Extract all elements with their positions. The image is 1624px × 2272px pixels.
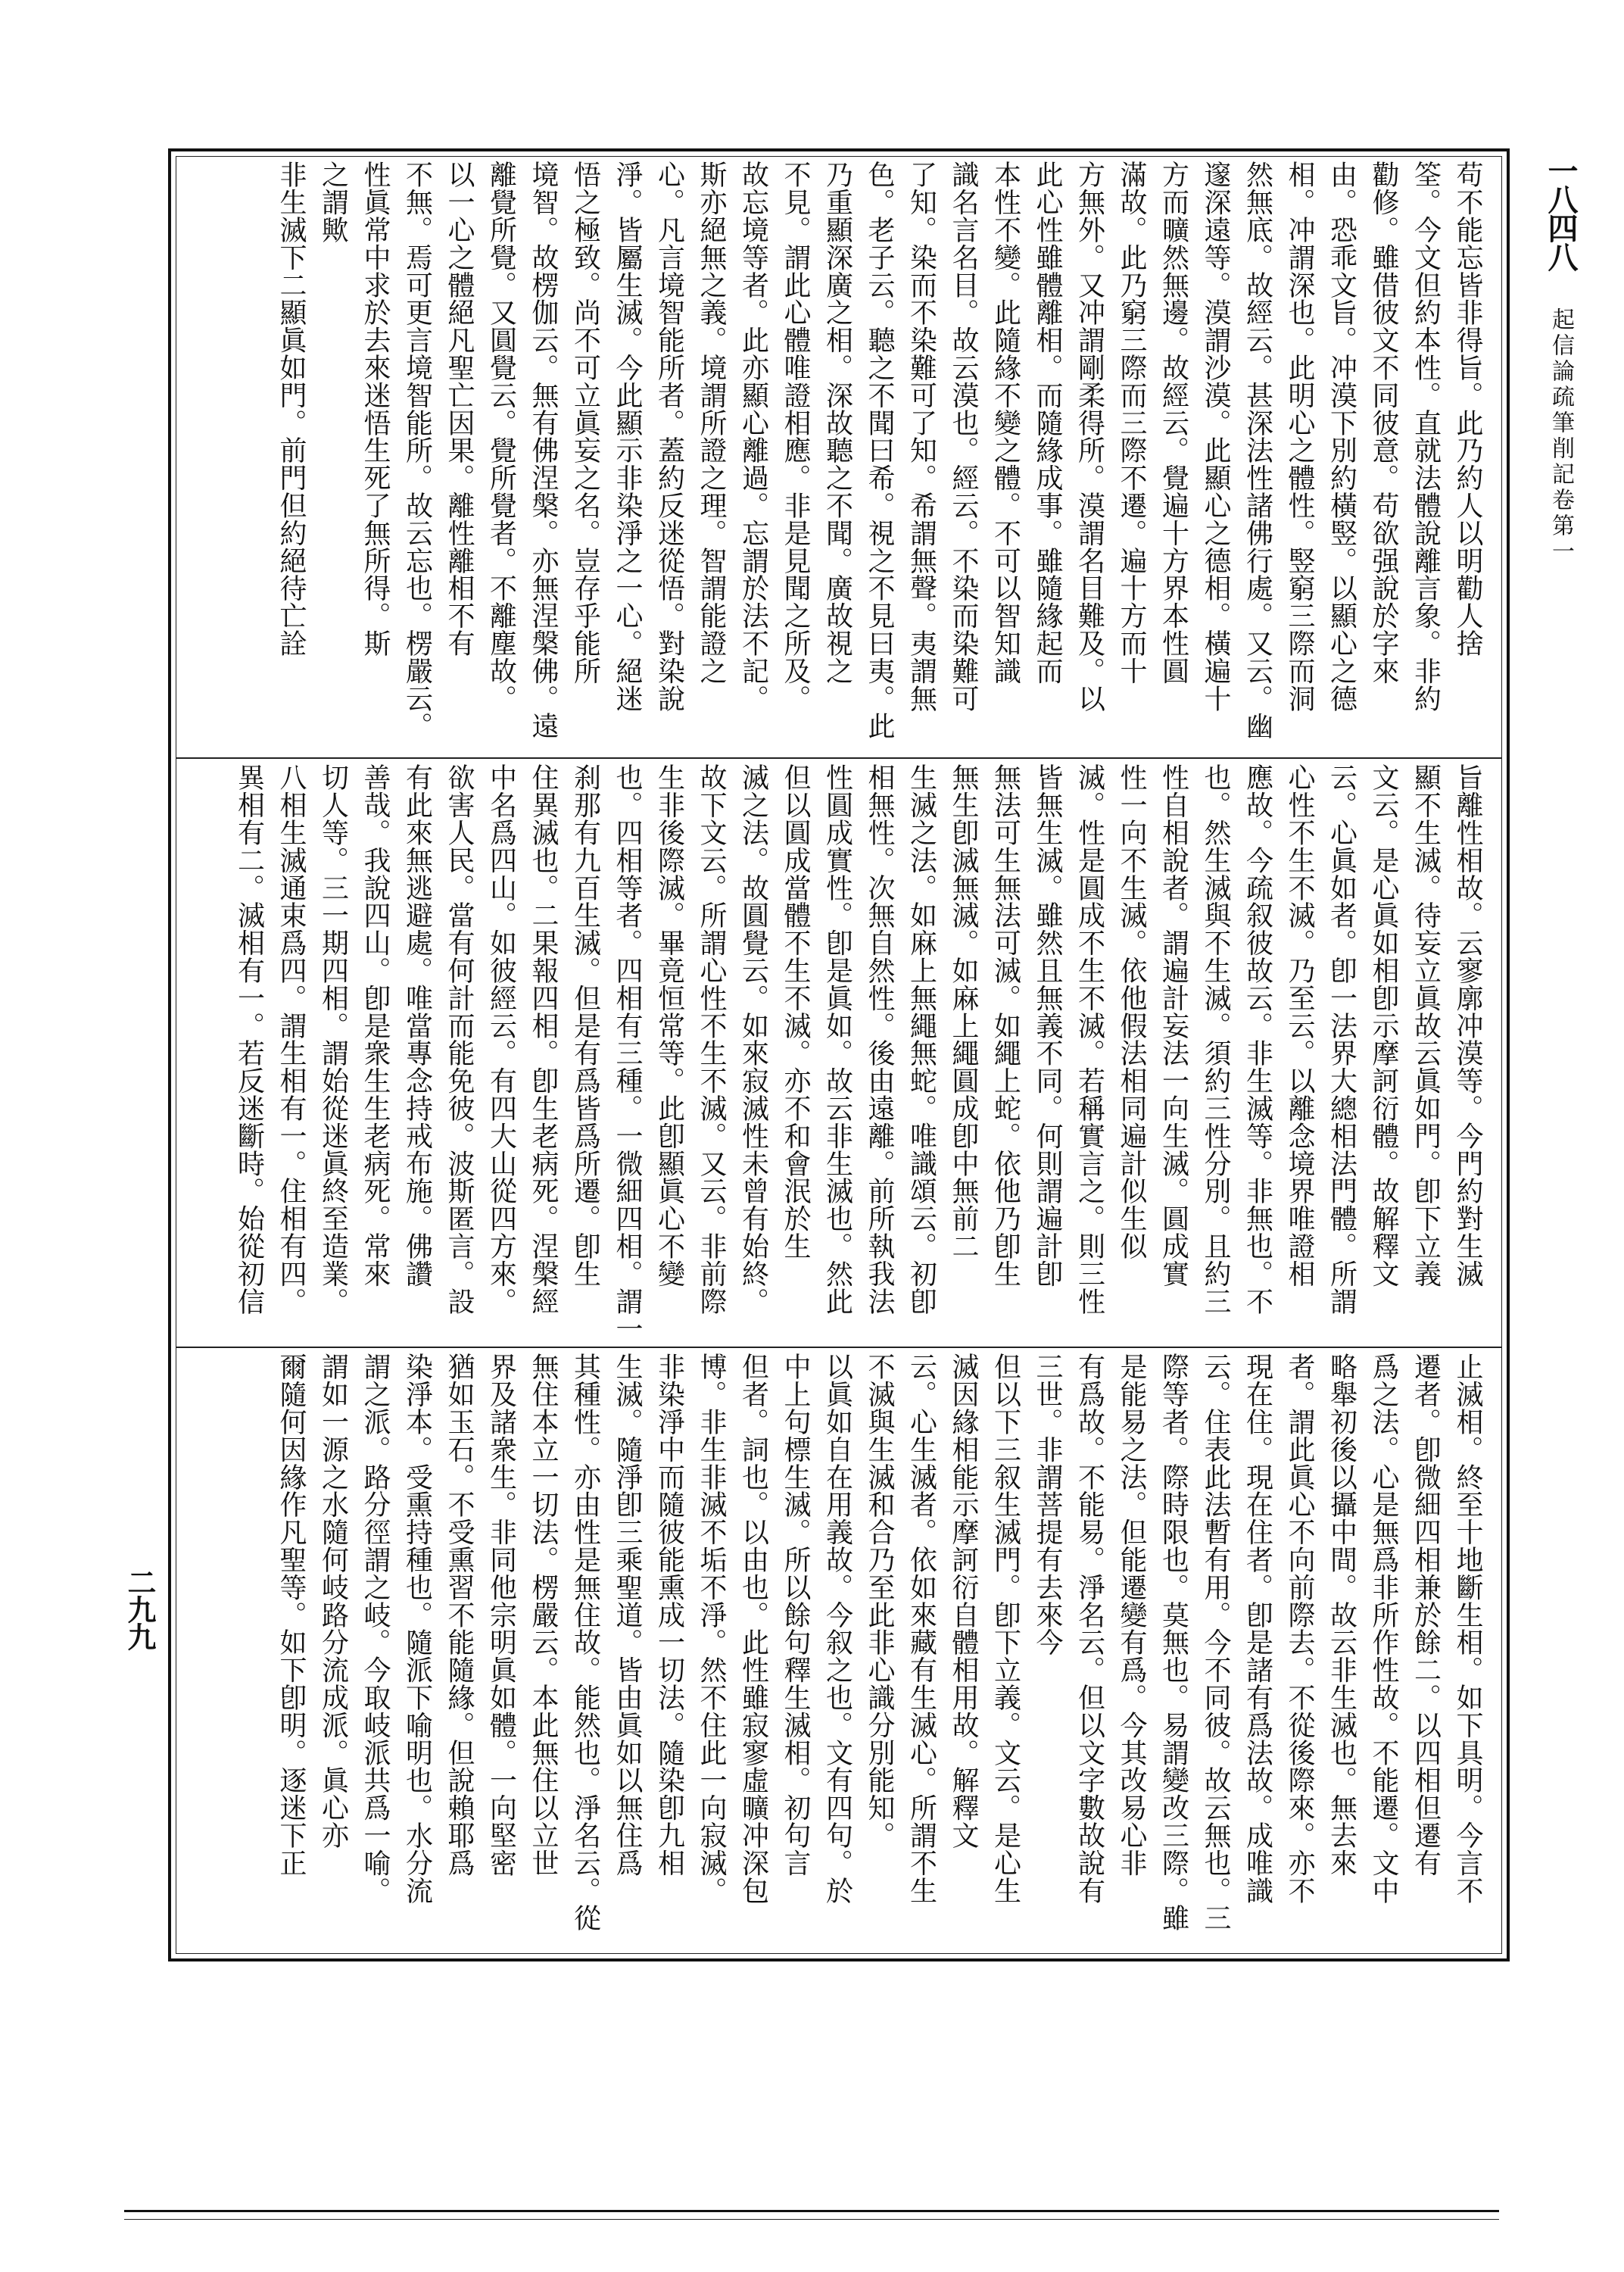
text-column: 應故。今疏叙彼故云。非生滅等。非無也。不 [1242,763,1273,1315]
text-column: 淨。皆屬生滅。今此顯示非染淨之一心。絕迷 [612,161,643,712]
text-column: 住異滅也。二果報四相。卽生老病死。涅槃經 [528,763,559,1315]
text-column: 有爲故。不能易。淨名云。但以文字數故說有 [1074,1353,1105,1904]
text-band-upper [189,161,1488,753]
text-column: 滅之法。故圓覺云。如來寂滅性未曾有始終。 [737,763,769,1315]
text-column: 文云。是心眞如相卽示摩訶衍體。故解釋文 [1368,763,1399,1287]
text-column: 心性不生不滅。乃至云。以離念境界唯證相 [1284,763,1315,1287]
text-column: 異相有二。滅相有一。若反迷斷時。始從初信 [233,763,265,1315]
text-column: 乃重顯深廣之相。深故聽之不聞。廣故視之 [821,161,853,685]
text-column: 性圓成實性。卽是眞如。故云非生滅也。然此 [821,763,853,1315]
text-column: 非生滅下二顯眞如門。前門但約絕待亡詮 [276,161,307,657]
text-column: 止滅相。終至十地斷生相。如下具明。今言不 [1452,1353,1483,1904]
text-column: 方無外。又冲謂剛柔得所。漠謂名目難及。以 [1074,161,1105,712]
bottom-rule [124,2210,1499,2212]
text-column: 相。冲謂深也。此明心之體性。竪窮三際而洞 [1284,161,1315,712]
text-column: 三世。非謂菩提有去來今 [1032,1353,1063,1656]
text-column: 邃深遠等。漠謂沙漠。此顯心之德相。橫遍十 [1200,161,1231,712]
text-column: 勸修。雖借彼文不同彼意。苟欲强說於字來 [1368,161,1399,685]
text-column: 心。凡言境智能所者。蓋約反迷從悟。對染說 [653,161,685,712]
text-column: 生滅。隨淨卽三乘聖道。皆由眞如以無住爲 [612,1353,643,1877]
text-column: 滿故。此乃窮三際而三際不遷。遍十方而十 [1116,161,1147,685]
text-band-middle [189,763,1488,1342]
text-column: 旨離性相故。云寥廓冲漠等。今門約對生滅 [1452,763,1483,1287]
text-column: 此心性雖體離相。而隨緣成事。雖隨緣起而 [1032,161,1063,685]
text-column: 中上句標生滅。所以餘句釋生滅相。初句言 [780,1353,811,1877]
text-column: 者。謂此眞心不向前際去。不從後際來。亦不 [1284,1353,1315,1904]
running-title: 起信論疏筆削記卷第一 [1548,307,1574,565]
text-column: 滅。性是圓成不生不滅。若稱實言之。則三性 [1074,763,1105,1315]
text-column: 苟不能忘皆非得旨。此乃約人以明勸人捨 [1452,161,1483,657]
text-column: 猶如玉石。不受熏習不能隨緣。但說賴耶爲 [444,1353,475,1877]
text-column: 性眞常中求於去來迷悟生死了無所得。斯 [360,161,391,657]
text-column: 博。非生非滅不垢不淨。然不住此一向寂滅。 [696,1353,727,1904]
band-divider [176,1347,1502,1348]
text-column: 云。心眞如者。卽一法界大總相法門體。所謂 [1326,763,1357,1315]
text-column: 但以下三叙生滅門。卽下立義。文云。是心生 [990,1353,1021,1904]
text-column: 了知。染而不染難可了知。希謂無聲。夷謂無 [906,161,937,712]
text-column: 是能易之法。但能遷變有爲。今其改易心非 [1116,1353,1147,1877]
right-margin-header [1522,155,1582,913]
text-column: 但以圓成當體不生不滅。亦不和會泯於生 [780,763,811,1260]
text-column: 皆無生滅。雖然且無義不同。何則謂遍計卽 [1032,763,1063,1287]
text-column: 爲之法。心是無爲非所作性故。不能遷。文中 [1368,1353,1399,1904]
text-column: 謂之派。路分徑謂之岐。今取岐派共爲一喻。 [360,1353,391,1904]
text-column: 滅因緣相能示摩訶衍自體相用故。解釋文 [948,1353,979,1849]
text-column: 色。老子云。聽之不聞曰希。視之不見曰夷。此 [864,161,895,740]
text-column: 有此來無逃避處。唯當專念持戒布施。佛讚 [401,763,433,1287]
text-column: 識名言名目。故云漠也。經云。不染而染難可 [948,161,979,712]
text-column: 云。心生滅者。依如來藏有生滅心。所謂不生 [906,1353,937,1904]
text-column: 然無底。故經云。甚深法性諸佛行處。又云。幽 [1242,161,1273,740]
side-page-number: 二九九 [123,1568,157,1649]
text-column: 方而曠然無邊。故經云。覺遍十方界本性圓 [1158,161,1189,685]
text-column: 由。恐乖文旨。冲漠下別約橫竪。以顯心之德 [1326,161,1357,712]
text-column: 無住本立一切法。楞嚴云。本此無住以立世 [528,1353,559,1877]
text-column: 以一心之體絕凡聖亡因果。離性離相不有 [444,161,475,657]
text-column: 染淨本。受熏持種也。隨派下喻明也。水分流 [401,1353,433,1904]
page-number: 一八四八 [1543,155,1579,270]
text-column: 本性不變。此隨緣不變之體。不可以智知識 [990,161,1021,685]
text-column: 謂如一源之水隨何岐路分流成派。眞心亦 [317,1353,349,1849]
text-column: 其種性。亦由性是無住故。能然也。淨名云。從 [569,1353,601,1932]
text-column: 之謂歟 [317,161,349,244]
text-column: 筌。今文但約本性。直就法體說離言象。非約 [1410,161,1442,712]
text-column: 離覺所覺。又圓覺云。覺所覺者。不離塵故。 [485,161,517,712]
band-divider [176,757,1502,759]
bottom-rule [124,2219,1499,2220]
text-column: 遷者。卽微細四相兼於餘二。以四相但遷有 [1410,1353,1442,1877]
text-column: 略舉初後以攝中間。故云非生滅也。無去來 [1326,1353,1357,1877]
text-column: 性自相說者。謂遍計妄法一向生滅。圓成實 [1158,763,1189,1287]
text-column: 不無。焉可更言境智能所。故云忘也。楞嚴云。 [401,161,433,740]
text-column: 中名爲四山。如彼經云。有四大山從四方來。 [485,763,517,1315]
text-column: 相無性。次無自然性。後由遠離。前所執我法 [864,763,895,1315]
text-column: 故忘境等者。此亦顯心離過。忘謂於法不記。 [737,161,769,712]
text-column: 切人等。三一期四相。謂始從迷眞終至造業。 [317,763,349,1315]
text-column: 善哉。我說四山。卽是衆生生老病死。常來 [360,763,391,1287]
text-column: 悟之極致。尚不可立眞妄之名。豈存乎能所 [569,161,601,685]
text-column: 也。四相等者。四相有三種。一微細四相。謂一 [612,763,643,1342]
text-column: 生滅之法。如麻上無繩無蛇。唯識頌云。初卽 [906,763,937,1315]
text-column: 生非後際滅。畢竟恒常等。此卽顯眞心不變 [653,763,685,1287]
text-column: 不見。謂此心體唯證相應。非是見聞之所及。 [780,161,811,712]
text-column: 境智。故楞伽云。無有佛涅槃。亦無涅槃佛。遠 [528,161,559,740]
text-column: 性一向不生滅。依他假法相同遍計似生似 [1116,763,1147,1260]
text-column: 八相生滅通束爲四。謂生相有一。住相有四。 [276,763,307,1315]
text-column: 爾隨何因緣作凡聖等。如下卽明。逐迷下正 [276,1353,307,1877]
text-band-lower [189,1353,1488,1949]
text-column: 際等者。際時限也。莫無也。易謂變改三際。雖 [1158,1353,1189,1932]
text-column: 無法可生無法可滅。如繩上蛇。依他乃卽生 [990,763,1021,1287]
text-column: 無生卽滅無滅。如麻上繩圓成卽中無前二 [948,763,979,1260]
text-column: 欲害人民。當有何計而能免彼。波斯匿言。設 [444,763,475,1315]
text-column: 現在住。現在住者。卽是諸有爲法故。成唯識 [1242,1353,1273,1904]
text-column: 以眞如自在用義故。今叙之也。文有四句。於 [821,1353,853,1904]
text-column: 斯亦絕無之義。境謂所證之理。智謂能證之 [696,161,727,685]
text-column: 刹那有九百生滅。但是有爲皆爲所遷。卽生 [569,763,601,1287]
text-column: 但者。詞也。以由也。此性雖寂寥虛曠冲深包 [737,1353,769,1904]
text-column: 非染淨中而隨彼能熏成一切法。隨染卽九相 [653,1353,685,1877]
text-column: 顯不生滅。待妄立眞故云眞如門。卽下立義 [1410,763,1442,1287]
text-column: 故下文云。所謂心性不生不滅。又云。非前際 [696,763,727,1315]
text-column: 也。然生滅與不生滅。須約三性分別。且約三 [1200,763,1231,1315]
text-column: 云。住表此法暫有用。今不同彼。故云無也。三 [1200,1353,1231,1932]
text-column: 不滅與生滅和合乃至此非心識分別能知。 [864,1353,895,1849]
text-column: 界及諸衆生。非同他宗明眞如體。一向堅密 [485,1353,517,1877]
